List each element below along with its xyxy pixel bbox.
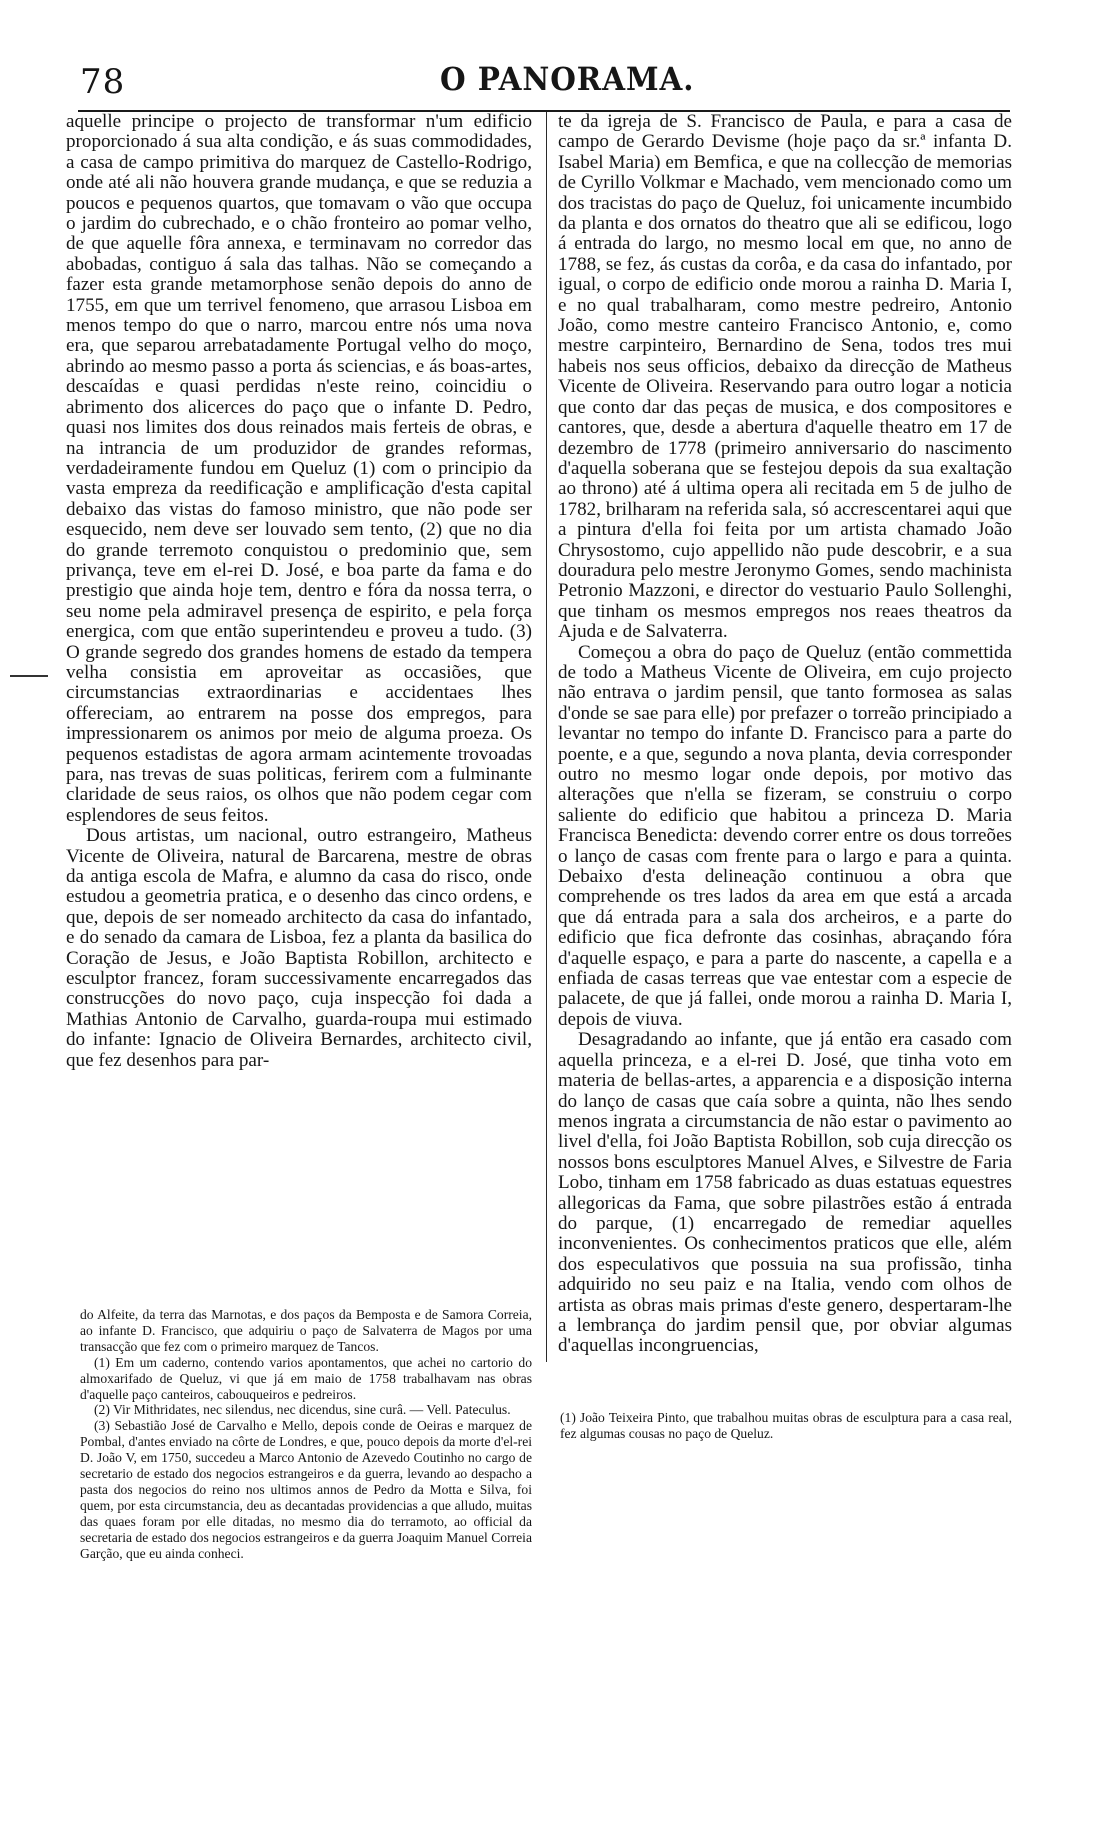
footnote: (3) Sebastião José de Carvalho e Mello, depois conde de Oeiras e marquez de Pombal, d'antes enviado na côrte de Londres, e que, pouco depois da morte d'el-rei D. João V, em 1750, succedeu a Marco Antonio de Azevedo Coutinho no cargo de secretario de estado dos negocios estrangeiros e da guerra, levando ao despacho a pasta dos negocios do reino nos ultimos annos de Pedro da Motta e Silva, foi quem, por esta circumstancia, deu as decantadas providencias a que alludo, muitas das quaes foram por elle ditadas, no mesmo dia do terramoto, ao official da secretaria de estado dos negocios estrangeiros e da guerra Joaquim Manuel Correia Garção, que eu ainda conheci. [80, 1418, 532, 1561]
body-paragraph: Dous artistas, um nacional, outro estrangeiro, Matheus Vicente de Oliveira, natural de Barcarena, mestre de obras da antiga escola de Mafra, e alumno da casa do risco, onde estudou a geometria pratica, e o desenho das cinco ordens, e que, depois de ser nomeado architecto da casa do infantado, e do senado da camara de Lisboa, fez a planta da basilica do Coração de Jesus, e João Baptista Robillon, architecto e esculptor francez, foram successivamente encarregados das construcções do novo paço, cuja inspecção foi dada a Mathias Antonio de Carvalho, guarda-roupa mui estimado do infante: Ignacio de Oliveira Bernardes, architecto civil, que fez desenhos para par- [66, 825, 532, 1071]
footnote: (1) Em um caderno, contendo varios apontamentos, que achei no cartorio do almoxarifado de Queluz, vi que já em maio de 1758 trabalhavam nas obras d'aquelle paço canteiros, cabouqueiros e pedreiros. [80, 1354, 532, 1402]
page-number: 78 [80, 62, 126, 102]
body-paragraph: Começou a obra do paço de Queluz (então commettida de todo a Matheus Vicente de Oliveira, em cujo projecto não entrava o jardim pensil, que tanto formosea as salas d'onde se sae para elle) por prefazer o torreão principiado a levantar no tempo do infante D. Francisco para a parte do poente, e a que, segundo a nova planta, devia corresponder outro no mesmo logar onde depois, por motivo das alterações que n'ella se fizeram, se construiu o corpo saliente do edificio que habitou a princeza D. Maria Francisca Benedicta: devendo correr entre os dous torreões o lanço de casas com frente para o largo e para a quinta. Debaixo d'esta delineação continuou a obra que comprehende os tres lados da area em que está a arcada que dá entrada para a sala dos archeiros, e a parte do edificio que fica defronte das cosinhas, abraçando fóra d'aquelle espaço, e para a parte do nascente, a capella e a enfiada de casas terreas que vae entestar com a especie de palacete, de que já fallei, onde morou a rainha D. Maria I, depois de viuva. [558, 641, 1012, 1030]
footnote: (1) João Teixeira Pinto, que trabalhou muitas obras de esculptura para a casa real, fez algumas cousas no paço de Queluz. [560, 1410, 1012, 1441]
column-divider [546, 112, 547, 1362]
footnote: (2) Vir Mithridates, nec silendus, nec dicendus, sine curâ. — Vell. Pateculus. [94, 1402, 511, 1418]
margin-mark [10, 675, 48, 677]
footnotes-right [560, 1410, 1012, 1442]
footnotes-left [80, 1307, 532, 1562]
footnote: do Alfeite, da terra das Marnotas, e dos paços da Bemposta e de Samora Correia, ao infante D. Francisco, que adquiriu o paço de Salvaterra de Magos por uma transacção que fez com o primeiro marquez de Tancos. [80, 1307, 532, 1354]
body-paragraph: aquelle principe o projecto de transformar n'um edificio proporcionado á sua alta condição, e ás suas commodidades, a casa de campo primitiva do marquez de Castello-Rodrigo, onde até ali não houvera grande mudança, e que se reduzia a poucos e pequenos quartos, que tomavam o vão que occupa o jardim do cubrechado, e o chão fronteiro ao pomar velho, de que aquelle fôra annexa, e terminavam no corredor das abobadas, contiguo á sala das talhas. Não se começando a fazer esta grande metamorphose senão depois do anno de 1755, em que um terrivel fenomeno, que arrasou Lisboa em menos tempo do que o narro, marcou entre nós uma nova era, que separou arrebatadamente Portugal velho do moço, abrindo ao mesmo passo a porta ás sciencias, e ás boas-artes, descaídas e quasi perdidas n'este reino, coincidiu o abrimento dos alicerces do paço que o infante D. Pedro, quasi nos limites dos dous reinados mais ferteis de obras, e na intrancia de um produzidor de grandes reformas, verdadeiramente fundou em Queluz (1) com o principio da vasta empreza da reedificação e amplificação d'esta capital debaixo das vistas do famoso ministro, que não pode ser esquecido, nem deve ser louvado sem tento, (2) que no dia do grande terremoto conquistou o predominio que, sem privança, teve em el-rei D. José, e boa parte da fama e do prestigio que ainda hoje tem, dentro e fóra da nossa terra, o seu nome pela admiravel presença de espirito, e pela força energica, com que então superintendeu e proveu a tudo. (3) O grande segredo dos grandes homens de estado da tempera velha consistia em aproveitar as occasiões, que circumstancias extraordinarias e accidentaes lhes offereciam, ao entrarem na posse dos empregos, para impressionarem os animos por meio de alguma proeza. Os pequenos estadistas de agora armam acintemente trovoadas para, nas trevas de suas politicas, ferirem com a fulminante claridade de seus raios, os olhos que não podem cegar com esplendores de seus feitos. [66, 111, 532, 826]
right-column [558, 112, 1012, 1357]
body-paragraph: te da igreja de S. Francisco de Paula, e para a casa de campo de Gerardo Devisme (hoje paço da sr.ª infanta D. Isabel Maria) em Bemfica, e que na collecção de memorias de Cyrillo Volkmar e Machado, vem mencionado como um dos tracistas do paço de Queluz, foi unicamente incumbido da planta e dos ornatos do theatro que ali se edificou, logo á entrada do largo, no mesmo local em que, no anno de 1788, se fez, ás custas da corôa, e da casa do infantado, por igual, o corpo de edificio onde morou a rainha D. Maria I, e no qual trabalharam, como mestre pedreiro, Antonio João, como mestre canteiro Francisco Antonio, e, como mestre carpinteiro, Bernardino de Sena, todos tres mui habeis nos seus officios, debaixo da direcção de Matheus Vicente de Oliveira. Reservando para outro logar a noticia que conto dar das peças de musica, e dos compositores e cantores, que, desde a abertura d'aquelle theatro em 17 de dezembro de 1778 (primeiro anniversario do nascimento d'aquella soberana que se festejou depois da sua exaltação ao throno) até á ultima opera ali recitada em 5 de julho de 1782, brilharam na referida sala, só accrescentarei aqui que a pintura d'ella foi feita por um artista chamado João Chrysostomo, cujo appellido não pude descobrir, e a sua douradura pelo mestre Jeronymo Gomes, sendo machinista Petronio Mazzoni, e director do vestuario Paulo Sollenghi, que tinham os mesmos empregos nos reaes theatros da Ajuda e de Salvaterra. [558, 111, 1012, 643]
left-column [66, 112, 532, 1071]
body-paragraph: Desagradando ao infante, que já então era casado com aquella princeza, e a el-rei D. José, que tinha voto em materia de bellas-artes, a apparencia e a disposição interna do lanço de casas que caía sobre a quinta, não lhes sendo menos ingrata a circumstancia de não estar o pavimento ao livel d'ella, foi João Baptista Robillon, sob cuja direcção os nossos bons esculptores Manuel Alves, e Silvestre de Faria Lobo, tinham em 1758 fabricado as duas estatuas equestres allegoricas da Fama, que sobre pilastrões estão á entrada do parque, (1) encarregado de remediar aquelles inconvenientes. Os conhecimentos praticos que elle, além dos especulativos que possuia na sua profissão, tinha adquirido no seu paiz e na Italia, vendo com olhos de artista as obras mais primas d'este genero, despertaram-lhe a lembrança do jardim pensil que, por obviar algumas d'aquellas incongruencias, [558, 1029, 1012, 1357]
masthead-title: O PANORAMA. [440, 60, 695, 98]
